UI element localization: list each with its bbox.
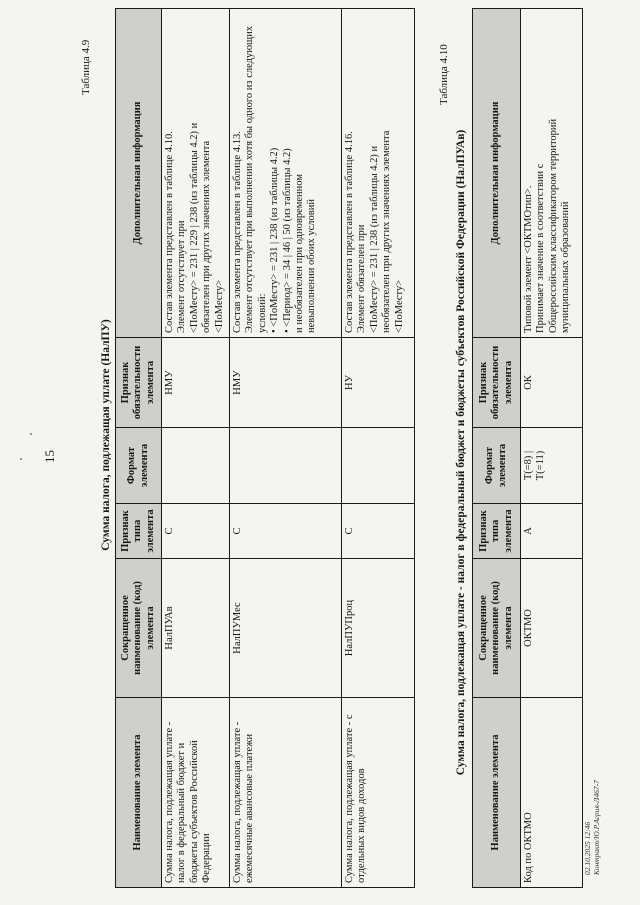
- info-line: обязателен при других значениях элемента: [201, 140, 213, 333]
- table-4-9-label: Таблица 4.9: [80, 39, 92, 95]
- header-format: Формат элемента: [116, 428, 162, 504]
- table-row: [230, 9, 342, 888]
- cell-code: НалПУАв: [162, 559, 230, 698]
- info-line: Элемент обязателен при: [356, 224, 368, 333]
- cell-required: НУ: [342, 338, 415, 428]
- table-4-10-label: Таблица 4.10: [438, 44, 450, 105]
- header-format: Формат элемента: [473, 428, 521, 504]
- format-line: T(=11): [535, 450, 547, 481]
- cell-code: НалПУМес: [230, 559, 342, 698]
- format-line: T(=8) |: [523, 450, 534, 481]
- stamp-ref: Контракт/Ю.Р.Агрия-Л467-7: [592, 780, 601, 875]
- cell-type: А: [521, 504, 583, 559]
- info-line: Состав элемента представлен в таблице 4.10.: [164, 131, 175, 333]
- header-info: Дополнительная информация: [116, 9, 162, 338]
- info-line: <ПоМесту> = 231 | 238 (из таблицы 4.2) и: [368, 145, 380, 333]
- info-line: Состав элемента представлен в таблице 4.16.: [344, 131, 355, 333]
- header-info: Дополнительная информация: [473, 9, 521, 338]
- header-short-code: Сокращенное наименование (код) элемента: [473, 559, 521, 698]
- cell-info: [521, 9, 583, 338]
- header-required: Признак обязательности элемента: [116, 338, 162, 428]
- cell-required: НМУ: [162, 338, 230, 428]
- table-4-9-title: Сумма налога, подлежащая уплате (НалПУ): [100, 319, 112, 551]
- header-element-name: Наименование элемента: [473, 698, 521, 888]
- header-type: Признак типа элемента: [473, 504, 521, 559]
- header-type: Признак типа элемента: [116, 504, 162, 559]
- info-line: необязателен при других значениях элемента: [381, 130, 393, 333]
- cell-code: ОКТМО: [521, 559, 583, 698]
- stamp-date: 02.10.2025 12:46: [583, 821, 592, 875]
- table-4-10: [472, 8, 583, 888]
- info-line: и необязателен при одновременном: [293, 174, 305, 333]
- cell-format: [162, 428, 230, 504]
- header-short-code: Сокращенное наименование (код) элемента: [116, 559, 162, 698]
- bullet-item: • <ПоМесту> = 231 | 238 (из таблицы 4.2): [269, 13, 281, 333]
- table-header-row: [116, 9, 162, 888]
- cell-info: [230, 9, 342, 338]
- cell-format: [230, 428, 342, 504]
- cell-type: С: [342, 504, 415, 559]
- table-row: [342, 9, 415, 888]
- table-4-10-title: Сумма налога, подлежащая уплате - налог в федеральный бюджет и бюджеты субъектов Российской Федерации (НалПУАв): [455, 129, 467, 776]
- header-required: Признак обязательности элемента: [473, 338, 521, 428]
- info-line: Элемент отсутствует при: [176, 220, 188, 333]
- cell-type: С: [162, 504, 230, 559]
- cell-name: Сумма налога, подлежащая уплате - налог в федеральный бюджет и бюджеты субъектов Российской Федерации: [162, 698, 230, 888]
- table-header-row: [473, 9, 521, 888]
- page-number: 15: [42, 450, 57, 463]
- header-element-name: Наименование элемента: [116, 698, 162, 888]
- info-line: <ПоМесту>: [213, 279, 225, 333]
- info-line: Состав элемента представлен в таблице 4.13.: [232, 131, 243, 333]
- cell-name: Сумма налога, подлежащая уплате - ежемесячные авансовые платежи: [230, 698, 342, 888]
- info-line: Элемент отсутствует при выполнении хотя бы одного из следующих условий:: [244, 25, 268, 333]
- cell-format: [342, 428, 415, 504]
- cell-required: ОК: [521, 338, 583, 428]
- cell-type: С: [230, 504, 342, 559]
- cell-code: НалПУПроц: [342, 559, 415, 698]
- info-line: Типовой элемент <ОКТМОтип>.: [523, 185, 534, 333]
- bullet-item: • <Период> = 34 | 46 | 50 (из таблицы 4.2): [282, 13, 294, 333]
- info-line: муниципальных образований: [560, 201, 572, 333]
- info-line: <ПоМесту> = 231 | 229 | 238 (из таблицы 4.2) и: [188, 122, 200, 333]
- table-row: [162, 9, 230, 888]
- cell-info: [162, 9, 230, 338]
- cell-name: Код по ОКТМО: [521, 698, 583, 888]
- info-line: Принимает значение в соответствии с: [535, 163, 547, 333]
- scan-speck: [30, 433, 32, 435]
- table-4-9: [115, 8, 415, 888]
- info-line: невыполнении обоих условий: [306, 199, 318, 333]
- table-row: [521, 9, 583, 888]
- document-stamp: [583, 780, 601, 875]
- cell-info: [342, 9, 415, 338]
- info-line: Общероссийским классификатором территорий: [547, 118, 559, 333]
- cell-required: НМУ: [230, 338, 342, 428]
- scan-speck: [20, 458, 22, 460]
- info-line: <ПоМесту>: [393, 279, 405, 333]
- cell-format: [521, 428, 583, 504]
- cell-name: Сумма налога, подлежащая уплате - с отдельных видов доходов: [342, 698, 415, 888]
